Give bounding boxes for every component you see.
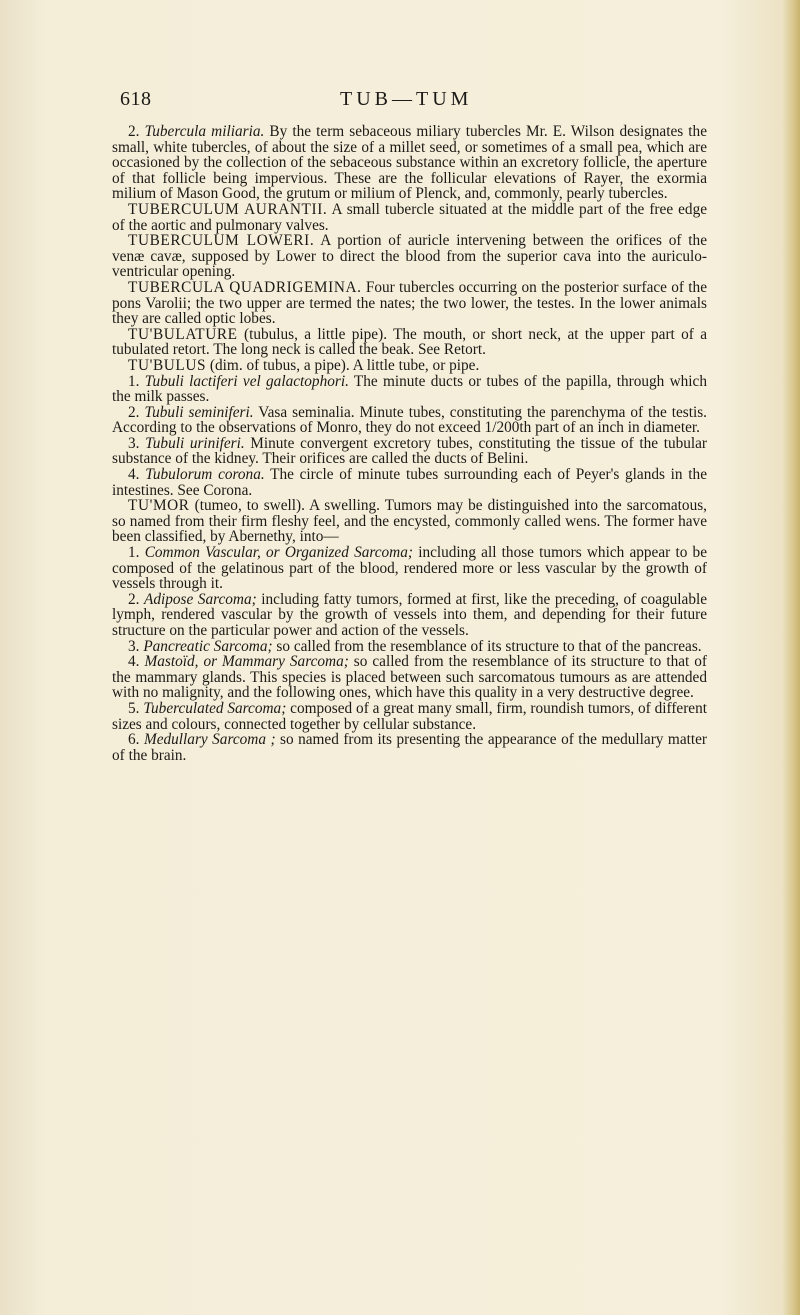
entry-tubercula-miliaria: 2. Tubercula miliaria. By the term sebaceous miliary tubercles Mr. E. Wilson designates the small, white tubercles, of about the size of a millet seed, or sometimes of a small pea, which are occasioned by the collection of the sebaceous substance within an excretory follicle, the aperture of that follicle being impervious. These are the follicular elevations of Rayer, the exormia milium of Mason Good, the grutum or milium of Plenck, and, commonly, pearly tubercles. <box>112 123 707 203</box>
entry-tumor: TU'MOR (tumeo, to swell). A swelling. Tumors may be distinguished into the sarcomatous, so named from their firm fleshy feel, and the encysted, commonly called wens. The former have been classified, by Abernethy, into— <box>112 497 707 546</box>
page-header <box>120 88 720 114</box>
entry-tubuli-lactiferi: 1. Tubuli lactiferi vel galactophori. The minute ducts or tubes of the papilla, through which the milk passes. <box>112 372 707 406</box>
entry-tubulus: TU'BULUS (dim. of tubus, a pipe). A little tube, or pipe. <box>128 356 480 374</box>
entry-tubulature: TU'BULATURE (tubulus, a little pipe). The mouth, or short neck, at the upper part of a tubulated retort. The long neck is called the beak. See Retort. <box>112 325 707 359</box>
entry-pancreatic-sarcoma: 3. Pancreatic Sarcoma; so called from the resemblance of its structure to that of the pancreas. <box>128 637 702 655</box>
dictionary-entries <box>112 124 707 763</box>
entry-mastoid-sarcoma: 4. Mastoïd, or Mammary Sarcoma; so called from the resemblance of its structure to that of the mammary glands. This species is placed between such sarcomatous tumours as are attended with no malignity, and the following ones, which have this quality in a very destructive degree. <box>112 653 707 702</box>
entry-tuberculum-aurantii: TUBERCULUM AURANTII. A small tubercle situated at the middle part of the free edge of the aortic and pulmonary valves. <box>112 200 708 234</box>
entry-tuberculum-loweri: TUBERCULUM LOWERI. A portion of auricle intervening between the orifices of the venæ cavæ, supposed by Lower to direct the blood from the superior cava into the auriculo-ventricular opening. <box>112 232 707 281</box>
entry-tubuli-uriniferi: 3. Tubuli uriniferi. Minute convergent excretory tubes, constituting the tissue of the tubular substance of the kidney. Their orifices are called the ducts of Belini. <box>112 434 708 468</box>
page-number: 618 <box>120 88 152 110</box>
entry-tubuli-seminiferi: 2. Tubuli seminiferi. Vasa seminalia. Minute tubes, constituting the parenchyma of the testis. According to the observations of Monro, they do not exceed 1/200th part of an inch in diameter. <box>112 403 708 437</box>
entry-tubulorum-corona: 4. Tubulorum corona. The circle of minute tubes surrounding each of Peyer's glands in the intestines. See Corona. <box>112 466 707 499</box>
page-edge-shadow <box>782 0 800 1315</box>
running-head: TUB—TUM <box>340 88 473 110</box>
entry-common-vascular-sarcoma: 1. Common Vascular, or Organized Sarcoma; including all those tumors which appear to be composed of the gelatinous part of the blood, rendered more or less vascular by the growth of vessels through it. <box>112 544 707 593</box>
entry-tuberculated-sarcoma: 5. Tuberculated Sarcoma; composed of a great many small, firm, roundish tumors, of different sizes and colours, connected together by cellular substance. <box>112 699 707 733</box>
entry-adipose-sarcoma: 2. Adipose Sarcoma; including fatty tumors, formed at first, like the preceding, of coagulable lymph, rendered vascular by the growth of vessels into them, and depending for their future structure on the particular power and action of the vessels. <box>112 590 708 639</box>
entry-tubercula-quadrigemina: TUBERCULA QUADRIGEMINA. Four tubercles occurring on the posterior surface of the pons Varolii; the two upper are termed the nates; the two lower, the testes. In the lower animals they are called optic lobes. <box>112 278 707 328</box>
entry-medullary-sarcoma: 6. Medullary Sarcoma ; so named from its presenting the appearance of the medullary matter of the brain. <box>112 731 707 764</box>
